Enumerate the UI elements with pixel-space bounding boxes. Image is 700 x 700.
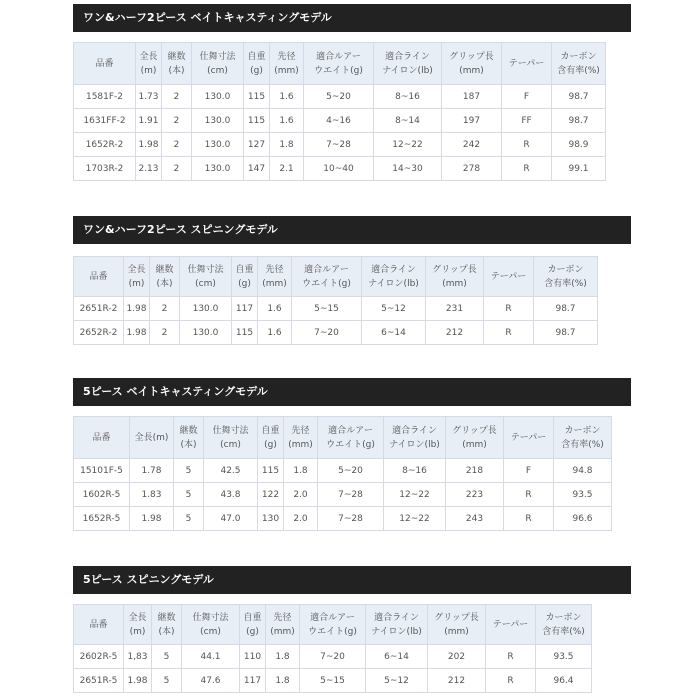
column-header-text: (mm) <box>459 65 484 76</box>
column-header-text: (cm) <box>220 439 241 450</box>
column-header-text: 適合ライン <box>374 612 419 623</box>
spec-table <box>73 256 598 345</box>
column-header-text: 全長 <box>139 51 158 62</box>
column-header-text: 継数 <box>157 612 176 623</box>
column-header-text: 継数 <box>155 264 174 275</box>
table-cell: 1.83 <box>130 483 174 507</box>
column-header-text: 先径 <box>273 612 292 623</box>
table-cell: 93.5 <box>554 483 612 507</box>
column-header-text: (mm) <box>444 626 469 637</box>
column-header-text: (mm) <box>288 439 313 450</box>
table-cell: 117 <box>232 297 258 321</box>
column-header-text: 全長 <box>127 264 146 275</box>
table-row <box>74 507 612 531</box>
table-cell: R <box>486 669 536 693</box>
column-header-text: 品番 <box>89 271 108 282</box>
column-header-text: 適合ルアー <box>316 51 361 62</box>
model-number-cell: 1703R-2 <box>74 157 136 181</box>
table-cell: 5~20 <box>304 85 374 109</box>
column-header <box>258 417 284 459</box>
table-header-row <box>74 43 606 85</box>
table-cell: R <box>504 507 554 531</box>
table-cell: 1.8 <box>284 459 318 483</box>
table-cell: 7~28 <box>304 133 374 157</box>
table-cell: 8~16 <box>374 85 442 109</box>
column-header <box>244 43 270 85</box>
column-header-text: 継数 <box>179 425 198 436</box>
table-cell: 2 <box>162 85 192 109</box>
table-cell: 223 <box>446 483 504 507</box>
table-header-row <box>74 417 612 459</box>
column-header-text: 適合ライン <box>385 51 430 62</box>
table-cell: 147 <box>244 157 270 181</box>
column-header <box>384 417 446 459</box>
column-header <box>124 257 150 297</box>
table-cell: 2.0 <box>284 507 318 531</box>
table-cell: 2 <box>162 157 192 181</box>
column-header <box>486 605 536 645</box>
table-cell: R <box>504 483 554 507</box>
table-cell: 8~14 <box>374 109 442 133</box>
column-header-text: 含有率(%) <box>542 626 585 637</box>
column-header <box>136 43 162 85</box>
table-cell: 5~15 <box>292 297 362 321</box>
column-header <box>270 43 304 85</box>
table-cell: 130.0 <box>192 133 244 157</box>
spec-table <box>73 604 592 693</box>
table-cell: 1.98 <box>130 507 174 531</box>
column-header-text: (g) <box>246 626 259 637</box>
table-cell: 1.6 <box>270 85 304 109</box>
column-header <box>362 257 426 297</box>
column-header-text: 品番 <box>92 432 111 443</box>
column-header-text: 自重 <box>235 264 254 275</box>
model-number-cell: 1652R-5 <box>74 507 130 531</box>
column-header-text: 継数 <box>167 51 186 62</box>
table-cell: 1.8 <box>266 645 300 669</box>
table-row <box>74 133 606 157</box>
table-cell: 1.91 <box>136 109 162 133</box>
column-header <box>74 605 124 645</box>
table-cell: R <box>484 321 534 345</box>
column-header <box>426 257 484 297</box>
column-header <box>152 605 182 645</box>
table-cell: 98.7 <box>552 85 606 109</box>
column-header-text: 仕舞寸法 <box>187 264 224 275</box>
column-header-text: (mm) <box>442 278 467 289</box>
column-header <box>504 417 554 459</box>
column-header <box>130 417 174 459</box>
column-header-text: 仕舞寸法 <box>192 612 229 623</box>
column-header-text: テーパー <box>490 271 527 282</box>
table-cell: 1.6 <box>258 297 292 321</box>
column-header <box>240 605 266 645</box>
table-cell: 2 <box>162 133 192 157</box>
table-cell: 99.1 <box>552 157 606 181</box>
table-cell: 2.1 <box>270 157 304 181</box>
column-header-text: (本) <box>180 439 197 450</box>
table-row <box>74 669 592 693</box>
table-cell: 94.8 <box>554 459 612 483</box>
table-cell: 117 <box>240 669 266 693</box>
table-cell: R <box>486 645 536 669</box>
table-cell: 4~16 <box>304 109 374 133</box>
column-header <box>284 417 318 459</box>
table-row <box>74 459 612 483</box>
table-cell: 187 <box>442 85 502 109</box>
table-cell: 43.8 <box>204 483 258 507</box>
table-cell: R <box>484 297 534 321</box>
table-cell: 1.98 <box>124 321 150 345</box>
table-row <box>74 297 598 321</box>
table-cell: 7~28 <box>318 507 384 531</box>
table-cell: 202 <box>428 645 486 669</box>
table-header-row <box>74 605 592 645</box>
column-header-text: 適合ライン <box>392 425 437 436</box>
table-cell: 42.5 <box>204 459 258 483</box>
table-cell: 115 <box>244 85 270 109</box>
table-cell: 98.7 <box>552 109 606 133</box>
column-header-text: (cm) <box>195 278 216 289</box>
column-header <box>192 43 244 85</box>
table-cell: 8~16 <box>384 459 446 483</box>
column-header <box>162 43 192 85</box>
column-header-text: ナイロン(lb) <box>368 278 419 289</box>
table-cell: F <box>502 85 552 109</box>
column-header <box>484 257 534 297</box>
column-header-text: (mm) <box>262 278 287 289</box>
column-header-text: テーパー <box>508 58 545 69</box>
table-cell: 47.0 <box>204 507 258 531</box>
table-cell: 96.4 <box>536 669 592 693</box>
table-row <box>74 483 612 507</box>
table-cell: R <box>502 157 552 181</box>
column-header-text: 自重 <box>247 51 266 62</box>
table-cell: 5~12 <box>362 297 426 321</box>
table-row <box>74 321 598 345</box>
table-cell: 93.5 <box>536 645 592 669</box>
table-header-row <box>74 257 598 297</box>
column-header-text: (g) <box>264 439 277 450</box>
table-cell: 1.98 <box>136 133 162 157</box>
column-header-text: ナイロン(lb) <box>371 626 422 637</box>
table-cell: 1.8 <box>266 669 300 693</box>
table-cell: 5 <box>174 483 204 507</box>
table-cell: 130 <box>258 507 284 531</box>
table-cell: FF <box>502 109 552 133</box>
table-cell: 2 <box>150 321 180 345</box>
column-header <box>552 43 606 85</box>
column-header-text: 適合ルアー <box>328 425 373 436</box>
column-header-text: 先径 <box>265 264 284 275</box>
column-header <box>554 417 612 459</box>
table-cell: 130.0 <box>192 157 244 181</box>
column-header <box>174 417 204 459</box>
column-header-text: 自重 <box>261 425 280 436</box>
column-header-text: カーボン <box>560 51 597 62</box>
column-header <box>374 43 442 85</box>
table-cell: 1.98 <box>124 297 150 321</box>
model-number-cell: 1631FF-2 <box>74 109 136 133</box>
table-cell: F <box>504 459 554 483</box>
column-header <box>232 257 258 297</box>
table-cell: 5~12 <box>366 669 428 693</box>
column-header-text: カーボン <box>547 264 584 275</box>
table-cell: 1.98 <box>124 669 152 693</box>
column-header-text: (m) <box>128 278 145 289</box>
column-header <box>536 605 592 645</box>
column-header <box>204 417 258 459</box>
table-cell: 96.6 <box>554 507 612 531</box>
table-cell: 130.0 <box>180 297 232 321</box>
section-title: ワン&ハーフ2ピース スピニングモデル <box>73 216 631 244</box>
table-cell: 7~28 <box>318 483 384 507</box>
column-header-text: 全長 <box>128 612 147 623</box>
table-cell: 5 <box>152 669 182 693</box>
column-header-text: ナイロン(lb) <box>389 439 440 450</box>
table-cell: 12~22 <box>374 133 442 157</box>
table-row <box>74 157 606 181</box>
section-title: 5ピース ベイトキャスティングモデル <box>73 378 631 406</box>
table-cell: 110 <box>240 645 266 669</box>
column-header <box>182 605 240 645</box>
table-cell: 44.1 <box>182 645 240 669</box>
column-header-text: 全長(m) <box>134 432 169 443</box>
table-cell: 115 <box>258 459 284 483</box>
column-header-text: 品番 <box>95 58 114 69</box>
table-cell: 130.0 <box>180 321 232 345</box>
column-header-text: (mm) <box>270 626 295 637</box>
table-cell: 6~14 <box>366 645 428 669</box>
spec-table <box>73 416 612 531</box>
column-header <box>266 605 300 645</box>
table-cell: 231 <box>426 297 484 321</box>
table-cell: 2.0 <box>284 483 318 507</box>
column-header-text: グリップ長 <box>432 264 477 275</box>
column-header-text: (本) <box>168 65 185 76</box>
table-row <box>74 645 592 669</box>
column-header-text: テーパー <box>510 432 547 443</box>
table-cell: 98.9 <box>552 133 606 157</box>
column-header-text: 品番 <box>89 619 108 630</box>
column-header-text: 適合ルアー <box>304 264 349 275</box>
column-header <box>304 43 374 85</box>
model-number-cell: 1652R-2 <box>74 133 136 157</box>
table-cell: 115 <box>232 321 258 345</box>
column-header-text: (mm) <box>462 439 487 450</box>
table-cell: 5 <box>174 507 204 531</box>
model-number-cell: 1581F-2 <box>74 85 136 109</box>
column-header-text: ウエイト(g) <box>302 278 351 289</box>
table-cell: 2 <box>162 109 192 133</box>
column-header-text: (cm) <box>207 65 228 76</box>
column-header-text: 自重 <box>243 612 262 623</box>
model-number-cell: 2651R-5 <box>74 669 124 693</box>
column-header-text: カーボン <box>545 612 582 623</box>
column-header-text: カーボン <box>564 425 601 436</box>
column-header <box>74 43 136 85</box>
column-header <box>366 605 428 645</box>
column-header-text: グリップ長 <box>452 425 497 436</box>
column-header <box>124 605 152 645</box>
model-number-cell: 2602R-5 <box>74 645 124 669</box>
column-header-text: (g) <box>250 65 263 76</box>
table-cell: 5~15 <box>300 669 366 693</box>
table-row <box>74 85 606 109</box>
column-header <box>74 417 130 459</box>
table-cell: 7~20 <box>292 321 362 345</box>
table-cell: 127 <box>244 133 270 157</box>
column-header <box>428 605 486 645</box>
table-cell: 1.6 <box>258 321 292 345</box>
table-cell: 243 <box>446 507 504 531</box>
column-header-text: グリップ長 <box>449 51 494 62</box>
table-cell: 47.6 <box>182 669 240 693</box>
column-header-text: (本) <box>158 626 175 637</box>
table-cell: 1.78 <box>130 459 174 483</box>
table-cell: 122 <box>258 483 284 507</box>
column-header-text: (m) <box>140 65 157 76</box>
column-header-text: ナイロン(lb) <box>382 65 433 76</box>
table-cell: 197 <box>442 109 502 133</box>
table-cell: 1,83 <box>124 645 152 669</box>
model-number-cell: 1602R-5 <box>74 483 130 507</box>
table-cell: 1.8 <box>270 133 304 157</box>
table-cell: 5 <box>174 459 204 483</box>
table-cell: 2.13 <box>136 157 162 181</box>
table-cell: 10~40 <box>304 157 374 181</box>
section-title: ワン&ハーフ2ピース ベイトキャスティングモデル <box>73 4 631 32</box>
column-header-text: ウエイト(g) <box>308 626 357 637</box>
table-row <box>74 109 606 133</box>
column-header <box>150 257 180 297</box>
column-header-text: (cm) <box>200 626 221 637</box>
column-header-text: ウエイト(g) <box>314 65 363 76</box>
column-header-text: グリップ長 <box>434 612 479 623</box>
column-header <box>502 43 552 85</box>
column-header-text: 仕舞寸法 <box>199 51 236 62</box>
table-cell: 5~20 <box>318 459 384 483</box>
table-cell: 14~30 <box>374 157 442 181</box>
table-cell: 6~14 <box>362 321 426 345</box>
column-header <box>534 257 598 297</box>
column-header-text: ウエイト(g) <box>326 439 375 450</box>
table-cell: 130.0 <box>192 85 244 109</box>
model-number-cell: 15101F-5 <box>74 459 130 483</box>
table-cell: 2 <box>150 297 180 321</box>
spec-table <box>73 42 606 181</box>
column-header <box>318 417 384 459</box>
column-header <box>180 257 232 297</box>
column-header-text: 適合ルアー <box>310 612 355 623</box>
column-header <box>258 257 292 297</box>
table-cell: 212 <box>426 321 484 345</box>
table-cell: 130.0 <box>192 109 244 133</box>
table-cell: 242 <box>442 133 502 157</box>
column-header-text: テーパー <box>492 619 529 630</box>
column-header-text: (g) <box>238 278 251 289</box>
table-cell: 115 <box>244 109 270 133</box>
section-title: 5ピース スピニングモデル <box>73 566 631 594</box>
table-cell: R <box>502 133 552 157</box>
column-header <box>300 605 366 645</box>
column-header-text: 仕舞寸法 <box>212 425 249 436</box>
column-header-text: (本) <box>156 278 173 289</box>
table-cell: 12~22 <box>384 483 446 507</box>
column-header <box>442 43 502 85</box>
model-number-cell: 2651R-2 <box>74 297 124 321</box>
column-header-text: 適合ライン <box>371 264 416 275</box>
table-cell: 5 <box>152 645 182 669</box>
column-header-text: 含有率(%) <box>544 278 587 289</box>
column-header <box>74 257 124 297</box>
column-header-text: 先径 <box>291 425 310 436</box>
table-cell: 218 <box>446 459 504 483</box>
model-number-cell: 2652R-2 <box>74 321 124 345</box>
table-cell: 1.6 <box>270 109 304 133</box>
table-cell: 1.73 <box>136 85 162 109</box>
column-header <box>446 417 504 459</box>
column-header-text: (mm) <box>274 65 299 76</box>
table-cell: 212 <box>428 669 486 693</box>
column-header-text: 含有率(%) <box>561 439 604 450</box>
column-header-text: 含有率(%) <box>557 65 600 76</box>
table-cell: 98.7 <box>534 321 598 345</box>
table-cell: 278 <box>442 157 502 181</box>
column-header <box>292 257 362 297</box>
table-cell: 98.7 <box>534 297 598 321</box>
table-cell: 7~20 <box>300 645 366 669</box>
column-header-text: (m) <box>129 626 146 637</box>
column-header-text: 先径 <box>277 51 296 62</box>
table-cell: 12~22 <box>384 507 446 531</box>
